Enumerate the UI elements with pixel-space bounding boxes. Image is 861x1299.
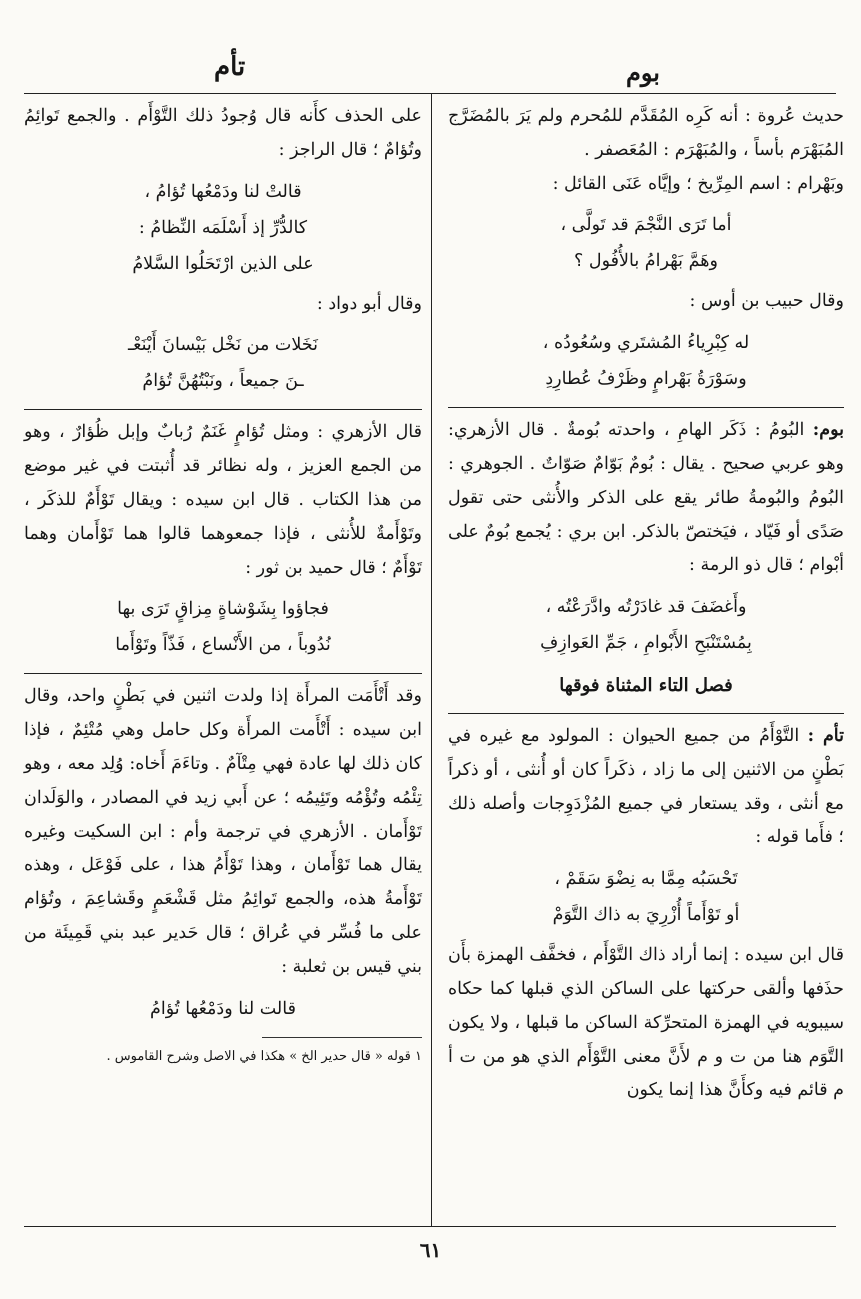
footnote: ١ قوله « قال حدير الخ » هكذا في الاصل وشرح القاموس . bbox=[106, 1048, 422, 1064]
verse-line: قالتْ لنا ودَمْعُها تُؤامُ ، bbox=[144, 181, 302, 202]
separator bbox=[24, 673, 422, 674]
verse-line: أما تَرَى النَّجْمَ قد تَولَّى ، bbox=[560, 215, 732, 236]
footnote-rule bbox=[262, 1037, 422, 1038]
page-number: ٦١ bbox=[419, 1238, 442, 1262]
verse bbox=[448, 861, 844, 933]
right-column bbox=[448, 100, 844, 1108]
section-title: فصل التاء المثناة فوقها bbox=[559, 675, 733, 697]
paragraph: وبَهْرام : اسم المِرِّيخ ؛ وإيَّاه عَنَى القائل : bbox=[552, 173, 844, 194]
right-running-headword: بوم bbox=[626, 58, 660, 87]
entry-headword: تأم : bbox=[807, 725, 844, 746]
entry-separator bbox=[448, 407, 844, 408]
page-header bbox=[0, 44, 861, 88]
paragraph: قال الأزهري : ومثل تُؤامٍ غَنَمٌ رُبابٌ وإبل ظُؤارٌ ، وهو من الجمع العزيز ، وله نظائر قد أُثبتت في غير موضع من هذا الكتاب . قال ابن سيده : ويقال تَوْأَمٌ للذكَر ، وتَوْأَمةٌ للأُنثى ، فإذا جمعوهما قالوا هما تَوْأَمان وهما تَوْأَمٌ ؛ قال حميد بن ثور : bbox=[24, 422, 422, 578]
entry-text: التَّوْأَمُ من جميع الحيوان : المولود مع غيره في بَطْنٍ من الاثنين إلى ما زاد ، ذكَراً كان أو أُنثى ، أو ذكراً مع أنثى ، وقد يستعار في جميع المُزْدَوِجات وأصله ذلك ؛ فأَما قوله : bbox=[448, 725, 844, 848]
entry-headword: بوم: bbox=[812, 420, 844, 441]
left-column bbox=[24, 100, 422, 1068]
verse-line: تَحْسَبُه مِمَّا به نِضْوَ سَقَمْ ، bbox=[554, 869, 738, 890]
bottom-rule bbox=[24, 1226, 836, 1227]
verse-line: قالت لنا ودَمْعُها تُؤامُ bbox=[150, 998, 296, 1019]
verse bbox=[448, 207, 844, 279]
verse-line: على الذين ارْتَحَلُوا السَّلامُ bbox=[132, 253, 314, 274]
entry-taam bbox=[448, 720, 844, 855]
verse-line: كالدُّرِّ إذ أَسْلَمَه النِّظامُ : bbox=[138, 217, 308, 238]
verse-line: وأَغضَفَ قد غادَرْتُه وادَّرَعْتُه ، bbox=[545, 597, 747, 618]
paragraph: وقد أَتْأَمَت المرأَة إذا ولدت اثنين في بَطْنٍ واحد، وقال ابن سيده : أَتْأَمت المرأَة وكل حامل وهي مُتْئِمٌ ، فإذا كان ذلك لها عادة فهي مِتْآمٌ . وتاءَمَ أَخاه: وُلِد معه ، وهو تِئْمُه وتُؤْمُه وتَئِيمُه ؛ عن أَبي زيد في المصادر ، والوَلَدان تَوْأَمان . الأزهري في ترجمة وأم : ابن السكيت وغيره يقال هما تَوْأَمان ، وهذا تَوْأَمُ هذا ، على فَوْعَل ، وهذه تَوْأَمةُ هذه، والجمع تَوائِمُ مثل قَشْعَمٍ وقَشاعِمَ ، وتُؤام على ما فُسِّر في عُراق ؛ قال حَدير عبد بني قَمِيئَة من بني قيس بن ثعلبة : bbox=[24, 686, 422, 977]
entry-separator bbox=[448, 713, 844, 714]
verse-line: نُدُوباً ، من الأَنْساع ، فَذّاً وتَوْأَما bbox=[115, 635, 331, 656]
verse-line: فجاؤوا بِشَوْشاةٍ مِزاقٍ تَرَى بها bbox=[117, 599, 329, 620]
entry-text: البُومُ : ذَكَر الهامِ ، واحدته بُومةٌ . قال الأزهري: وهو عربي صحيح . يقال : بُومٌ بَوّامٌ صَوّاتٌ . الجوهري : البُومُ والبُومةُ طائر يقع على الذكر والأُنثى حتى تقول صَدًى أو فَيّاد ، فيَختصّ بالذكر. ابن بري : يُجمع بُومٌ على أبْوام ؛ قال ذو الرمة : bbox=[448, 420, 844, 576]
verse bbox=[24, 174, 422, 282]
verse-line: ـنَ جميعاً ، ونَبْتُهُنَّ تُؤامُ bbox=[142, 371, 304, 392]
verse bbox=[448, 589, 844, 661]
verse-line: وهَمَّ بَهْرامُ بالأُفُول ؟ bbox=[574, 251, 718, 272]
verse-line: بِمُسْتَنْبَحِ الأَبْوامِ ، جَمِّ العَوازِفِ bbox=[540, 633, 752, 654]
verse bbox=[24, 327, 422, 399]
verse bbox=[448, 325, 844, 397]
left-running-headword: تأم bbox=[214, 52, 246, 82]
verse-line: أو تَوْأَماً أُزْرِيَ به ذاك التَّوَمْ bbox=[552, 905, 740, 926]
paragraph: وقال أبو دواد : bbox=[316, 293, 422, 314]
paragraph: على الحذف كأَنه قال وُجودُ ذلك التَّوْأَم . والجمع تَوائِمُ وتُؤامٌ ؛ قال الراجز : bbox=[24, 106, 422, 160]
separator bbox=[24, 409, 422, 410]
entry-bawm bbox=[448, 414, 844, 583]
paragraph: قال ابن سيده : إنما أراد ذاك التَّوْأَم ، فخفَّف الهمزة بأَن حذَفها وألقى حركتها على الساكن الذي قبلها كما حكاه سيبويه في الهمزة المتحرِّكة الساكن ما قبلها ، ولا يكون التَّوَم هنا من ت و م لأَنَّ معنى التَّوْأَم الذي هو من ت أ م قائم فيه وكأَنَّ هذا إنما يكون bbox=[448, 945, 844, 1101]
paragraph: حديث عُروة : أنه كَرِه المُقَدَّم للمُحرم ولم يَرَ بالمُضَرَّج المُبَهْرَم بأساً ، والمُبَهْرَم : المُعَصفر . bbox=[448, 106, 844, 160]
verse-line: نَخَلات من نَخْل بَيْسانَ أَيْنَعْـ bbox=[128, 335, 318, 356]
verse-line: له كِبْرِياءُ المُشتَري وسُعُودُه ، bbox=[542, 333, 750, 354]
verse bbox=[24, 991, 422, 1027]
top-rule bbox=[24, 93, 836, 94]
column-divider bbox=[431, 93, 432, 1226]
verse-line: وسَوْرَةُ بَهْرامٍ وظَرْفُ عُطارِدِ bbox=[545, 369, 747, 390]
paragraph: وقال حبيب بن أوس : bbox=[689, 291, 844, 312]
verse bbox=[24, 591, 422, 663]
